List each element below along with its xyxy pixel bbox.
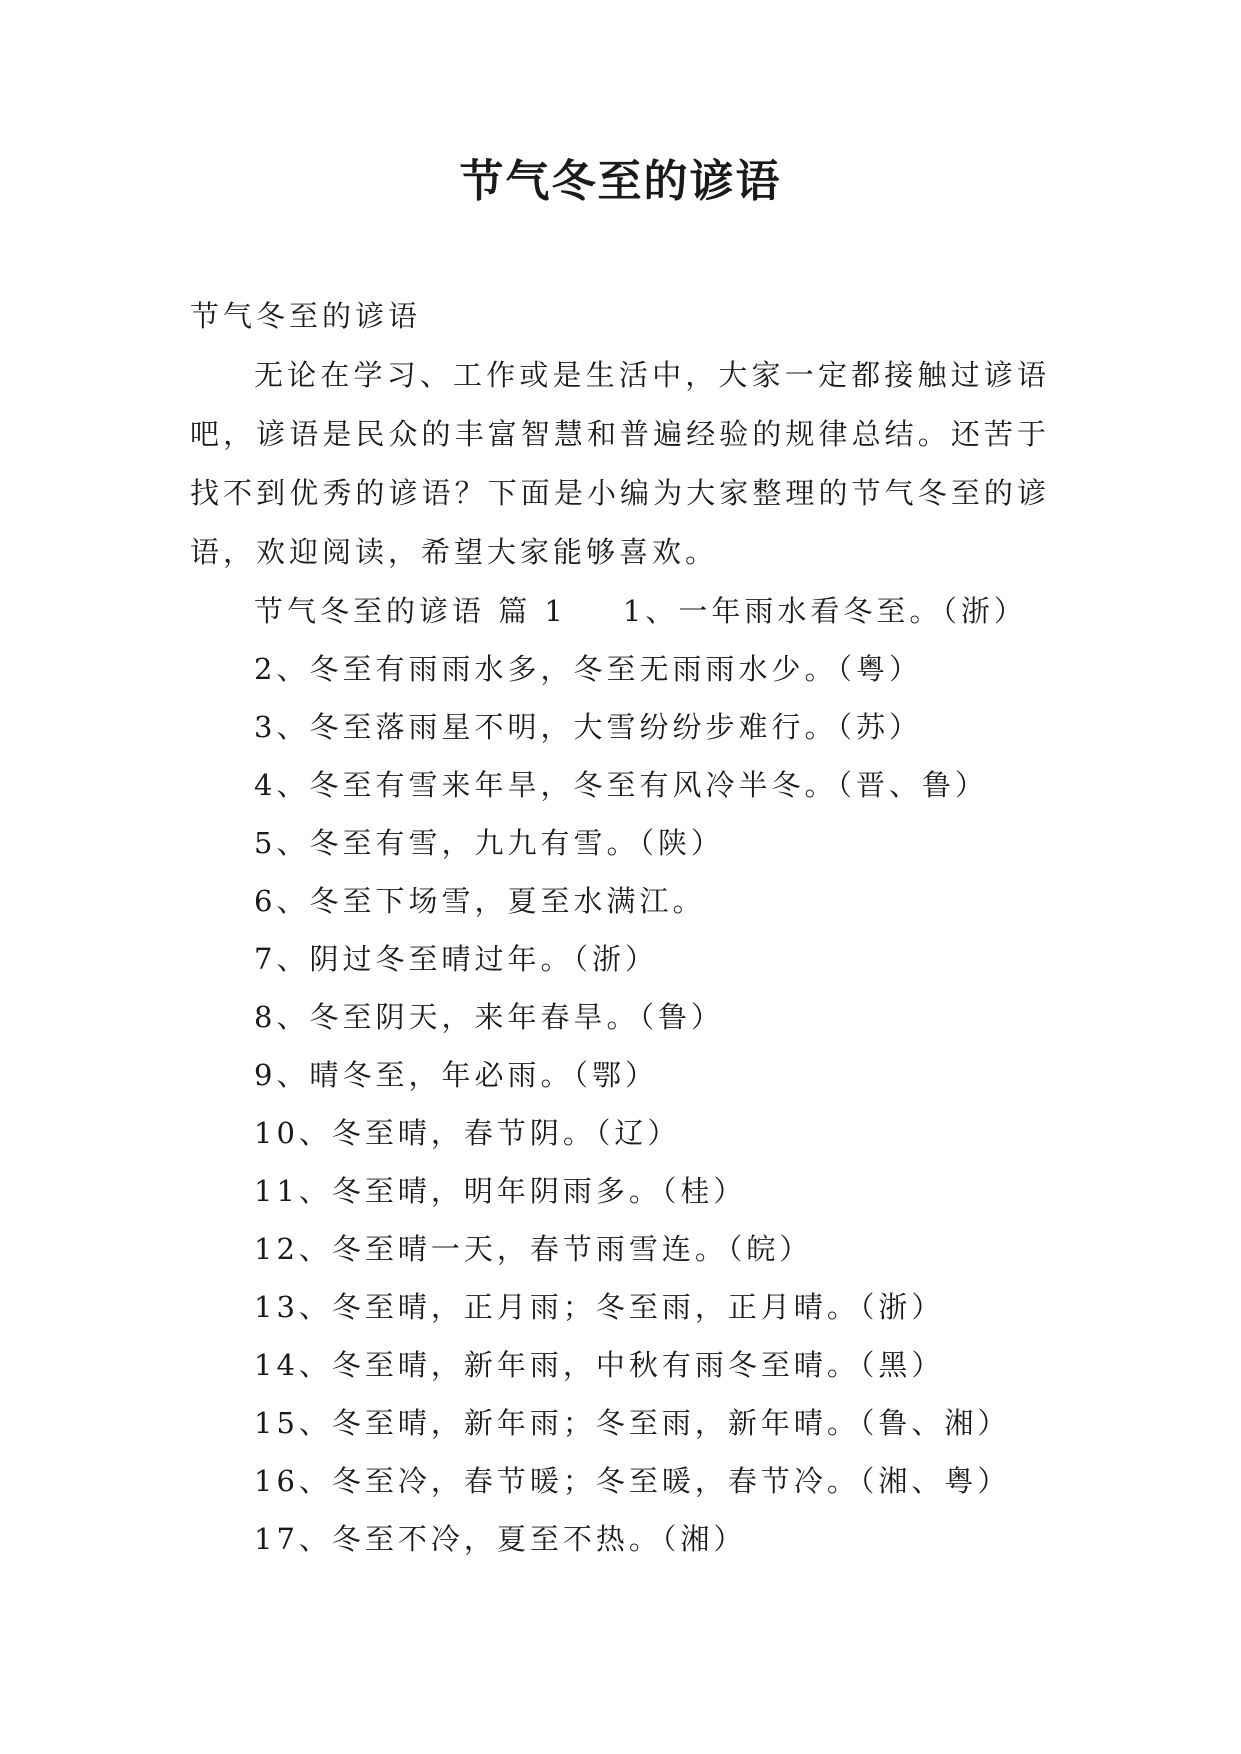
list-item: 3、冬至落雨星不明，大雪纷纷步难行。（苏） — [254, 710, 922, 744]
proverb-list — [190, 582, 1050, 1568]
document-body — [190, 286, 1050, 1568]
list-item: 13、冬至晴，正月雨；冬至雨，正月晴。（浙） — [254, 1290, 945, 1324]
section-heading: 节气冬至的谚语 篇 1 — [254, 594, 567, 628]
list-item: 5、冬至有雪，九九有雪。（陕） — [254, 826, 724, 860]
list-item: 11、冬至晴，明年阴雨多。（桂） — [254, 1174, 747, 1208]
list-item: 17、冬至不冷，夏至不热。（湘） — [254, 1522, 747, 1556]
list-item: 8、冬至阴天，来年春旱。（鲁） — [254, 1000, 724, 1034]
list-item: 7、阴过冬至晴过年。（浙） — [254, 942, 658, 976]
intro-paragraph: 无论在学习、工作或是生活中，大家一定都接触过谚语吧，谚语是民众的丰富智慧和普遍经验的规律总结。还苦于找不到优秀的谚语？下面是小编为大家整理的节气冬至的谚语，欢迎阅读，希望大家能够喜欢。 — [190, 358, 1050, 569]
list-item: 16、冬至冷，春节暖；冬至暖，春节冷。（湘、粤） — [254, 1464, 1011, 1498]
document-title: 节气冬至的谚语 — [459, 156, 782, 207]
list-item: 15、冬至晴，新年雨；冬至雨，新年晴。（鲁、湘） — [254, 1406, 1011, 1440]
list-item: 14、冬至晴，新年雨，中秋有雨冬至晴。（黑） — [254, 1348, 945, 1382]
list-item: 4、冬至有雪来年旱，冬至有风冷半冬。（晋、鲁） — [254, 768, 988, 802]
list-item: 2、冬至有雨雨水多，冬至无雨雨水少。（粤） — [254, 652, 922, 686]
list-item: 10、冬至晴，春节阴。（辽） — [254, 1116, 681, 1150]
proverb-text: 1、一年雨水看冬至。（浙） — [622, 594, 1027, 628]
list-item — [190, 582, 1050, 640]
document-subtitle: 节气冬至的谚语 — [190, 299, 422, 333]
list-item: 9、晴冬至，年必雨。（鄂） — [254, 1058, 658, 1092]
list-item: 12、冬至晴一天，春节雨雪连。（皖） — [254, 1232, 813, 1266]
list-item: 6、冬至下场雪，夏至水满江。 — [254, 884, 706, 918]
